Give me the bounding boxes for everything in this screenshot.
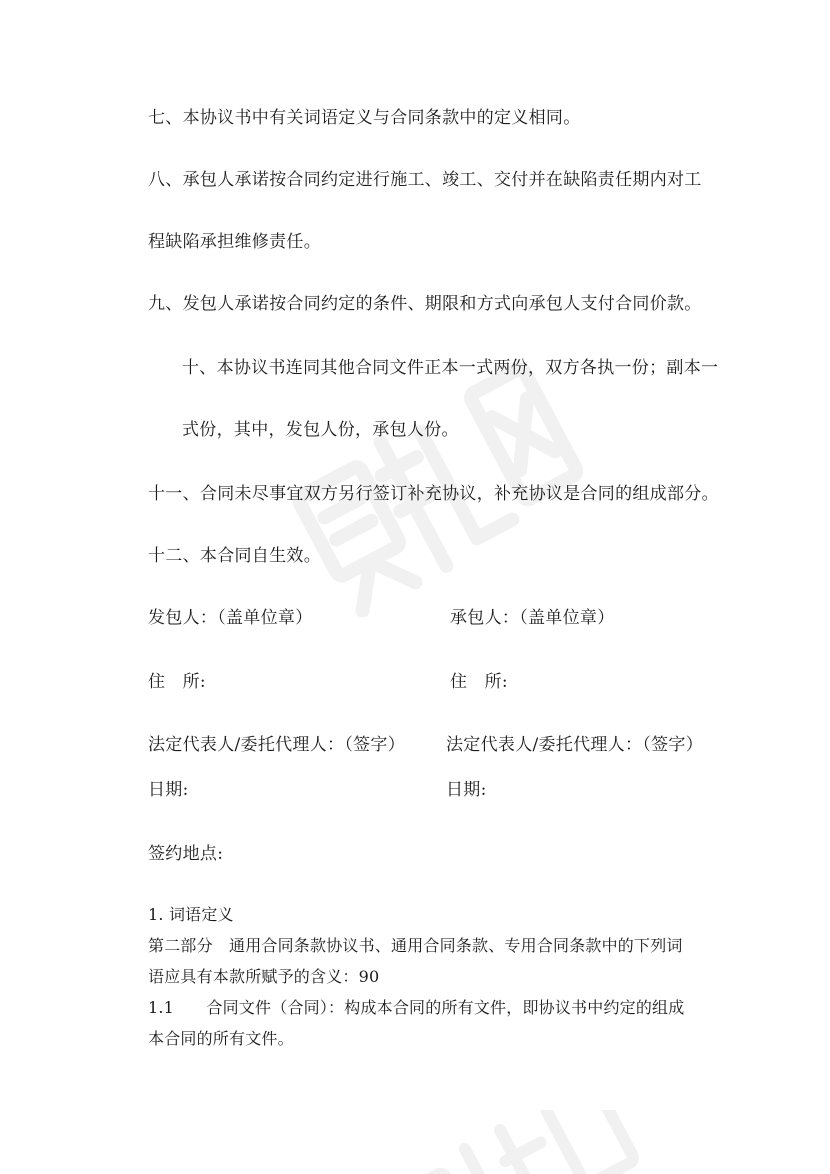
contractor-representative-label: 法定代表人/委托代理人：（签字） bbox=[446, 735, 704, 755]
contractor-address-label: 住 所: bbox=[450, 672, 508, 692]
clause-10-line-1: 十、本协议书连同其他合同文件正本一式两份，双方各执一份；副本一 bbox=[182, 358, 719, 378]
clause-11: 十一、合同未尽事宜双方另行签订补充协议，补充协议是合同的组成部分。 bbox=[148, 484, 719, 504]
clause-12: 十二、本合同自生效。 bbox=[148, 546, 321, 566]
employer-representative-label: 法定代表人/委托代理人：（签字） bbox=[148, 735, 406, 755]
definitions-heading: 1. 词语定义 bbox=[148, 905, 234, 924]
item-1-1-line-1: 1.1 合同文件（合同）：构成本合同的所有文件，即协议书中约定的组成 bbox=[148, 998, 685, 1017]
employer-address-label: 住 所: bbox=[148, 672, 206, 692]
clause-7: 七、本协议书中有关词语定义与合同条款中的定义相同。 bbox=[148, 108, 581, 128]
employer-seal-label: 发包人：（盖单位章） bbox=[148, 608, 313, 628]
watermark-logo-bottom bbox=[380, 1110, 640, 1174]
clause-9: 九、发包人承诺按合同约定的条件、期限和方式向承包人支付合同价款。 bbox=[148, 294, 702, 314]
part-two-line-1: 第二部分 通用合同条款协议书、通用合同条款、专用合同条款中的下列词 bbox=[148, 936, 683, 955]
contractor-seal-label: 承包人：（盖单位章） bbox=[450, 608, 615, 628]
contractor-date-label: 日期: bbox=[446, 780, 487, 800]
clause-8-line-2: 程缺陷承担维修责任。 bbox=[148, 232, 321, 252]
clause-8-line-1: 八、承包人承诺按合同约定进行施工、竣工、交付并在缺陷责任期内对工 bbox=[148, 170, 702, 190]
item-1-1-line-2: 本合同的所有文件。 bbox=[148, 1029, 294, 1048]
clause-10-line-2: 式份，其中，发包人份，承包人份。 bbox=[182, 420, 459, 440]
employer-date-label: 日期: bbox=[148, 780, 189, 800]
signing-place-label: 签约地点: bbox=[148, 844, 224, 864]
part-two-line-2: 语应具有本款所赋予的含义：90 bbox=[148, 967, 380, 986]
